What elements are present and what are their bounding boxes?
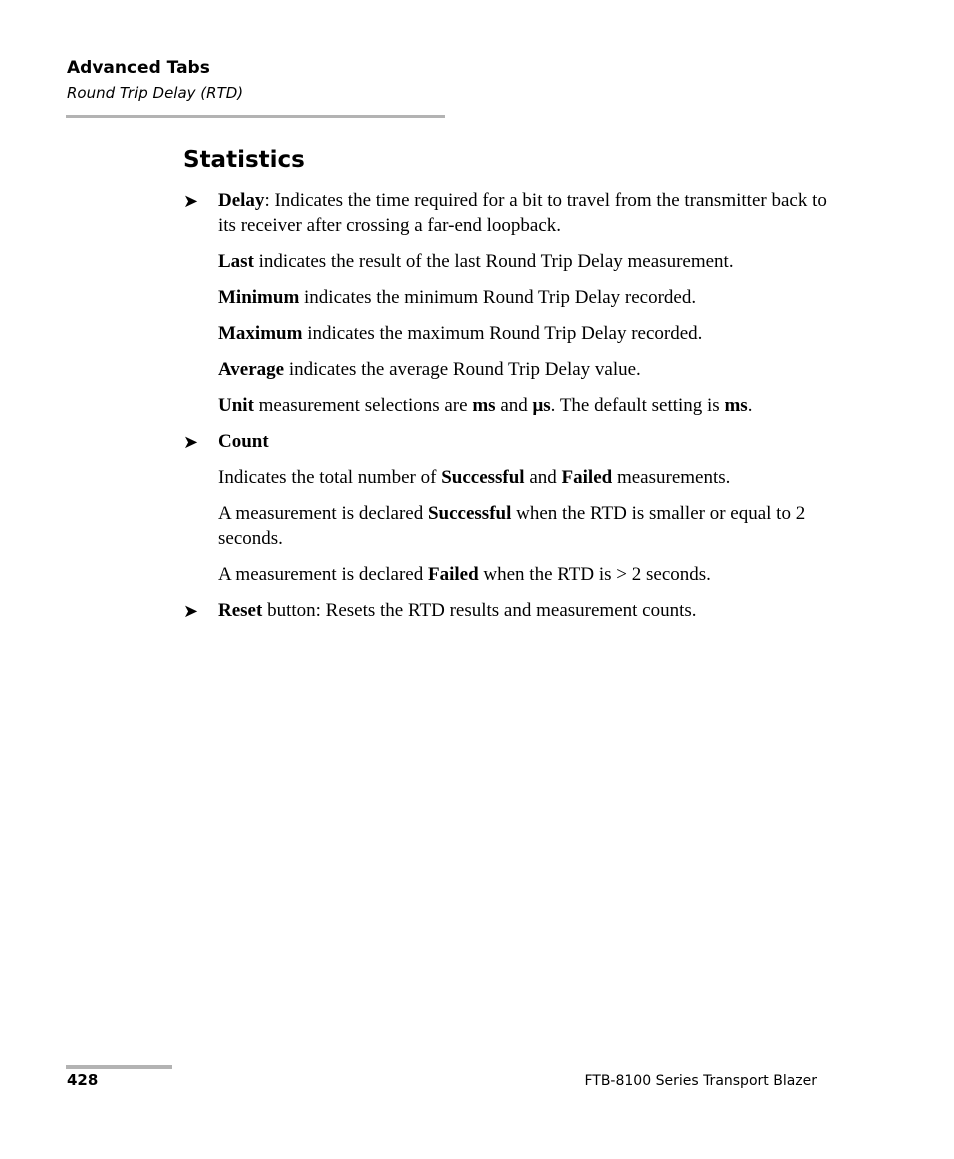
unit-us: μs	[532, 395, 551, 416]
count-text: Indicates the total number of	[218, 467, 442, 488]
running-header	[67, 57, 445, 103]
bullet-arrow-icon: ➤	[183, 432, 199, 453]
successful-term: Successful	[427, 503, 512, 524]
unit-term: Unit	[218, 395, 254, 416]
minimum-description: indicates the minimum Round Trip Delay recorded.	[299, 287, 697, 308]
delay-term: Delay	[218, 190, 265, 211]
subsection-title: Round Trip Delay (RTD)	[67, 84, 244, 102]
delay-bullet	[183, 188, 833, 238]
average-description: indicates the average Round Trip Delay value.	[284, 359, 641, 380]
unit-end: .	[747, 395, 753, 416]
header-divider	[66, 115, 445, 118]
successful-condition: when the RTD is smaller or equal to 2 seconds.	[218, 503, 806, 549]
count-paragraph-2	[183, 501, 833, 551]
reset-term: Reset	[218, 600, 263, 621]
last-term: Last	[218, 251, 254, 272]
count-term: Count	[218, 431, 269, 452]
maximum-description: indicates the maximum Round Trip Delay recorded.	[302, 323, 703, 344]
maximum-term: Maximum	[218, 323, 303, 344]
average-paragraph	[183, 357, 833, 382]
failed-term: Failed	[561, 467, 613, 488]
section-title: Advanced Tabs	[67, 58, 210, 78]
bullet-arrow-icon: ➤	[183, 191, 199, 212]
successful-term: Successful	[441, 467, 525, 488]
failed-term: Failed	[427, 564, 479, 585]
reset-bullet	[183, 598, 833, 623]
count-bullet	[183, 429, 833, 454]
footer-divider	[66, 1065, 172, 1069]
unit-and: and	[495, 395, 533, 416]
statistics-content	[183, 188, 833, 634]
successful-text: A measurement is declared	[218, 503, 428, 524]
count-paragraph-1	[183, 465, 833, 490]
failed-condition: when the RTD is > 2 seconds.	[478, 564, 711, 585]
document-title: FTB-8100 Series Transport Blazer	[584, 1073, 817, 1089]
unit-paragraph	[183, 393, 833, 418]
unit-text: measurement selections are	[253, 395, 473, 416]
minimum-paragraph	[183, 285, 833, 310]
last-description: indicates the result of the last Round Trip Delay measurement.	[253, 251, 734, 272]
reset-description: button: Resets the RTD results and measurement counts.	[262, 600, 697, 621]
page-heading: Statistics	[183, 147, 305, 173]
page-number: 428	[67, 1071, 99, 1089]
delay-description: : Indicates the time required for a bit to travel from the transmitter back to its receiver after crossing a far-end loopback.	[218, 190, 827, 236]
average-term: Average	[218, 359, 285, 380]
unit-default-text: . The default setting is	[550, 395, 725, 416]
count-text-end: measurements.	[612, 467, 731, 488]
unit-ms: ms	[472, 395, 496, 416]
maximum-paragraph	[183, 321, 833, 346]
minimum-term: Minimum	[218, 287, 300, 308]
count-paragraph-3	[183, 562, 833, 587]
bullet-arrow-icon: ➤	[183, 601, 199, 622]
failed-text: A measurement is declared	[218, 564, 428, 585]
unit-default-value: ms	[724, 395, 748, 416]
count-and: and	[524, 467, 562, 488]
last-paragraph	[183, 249, 833, 274]
